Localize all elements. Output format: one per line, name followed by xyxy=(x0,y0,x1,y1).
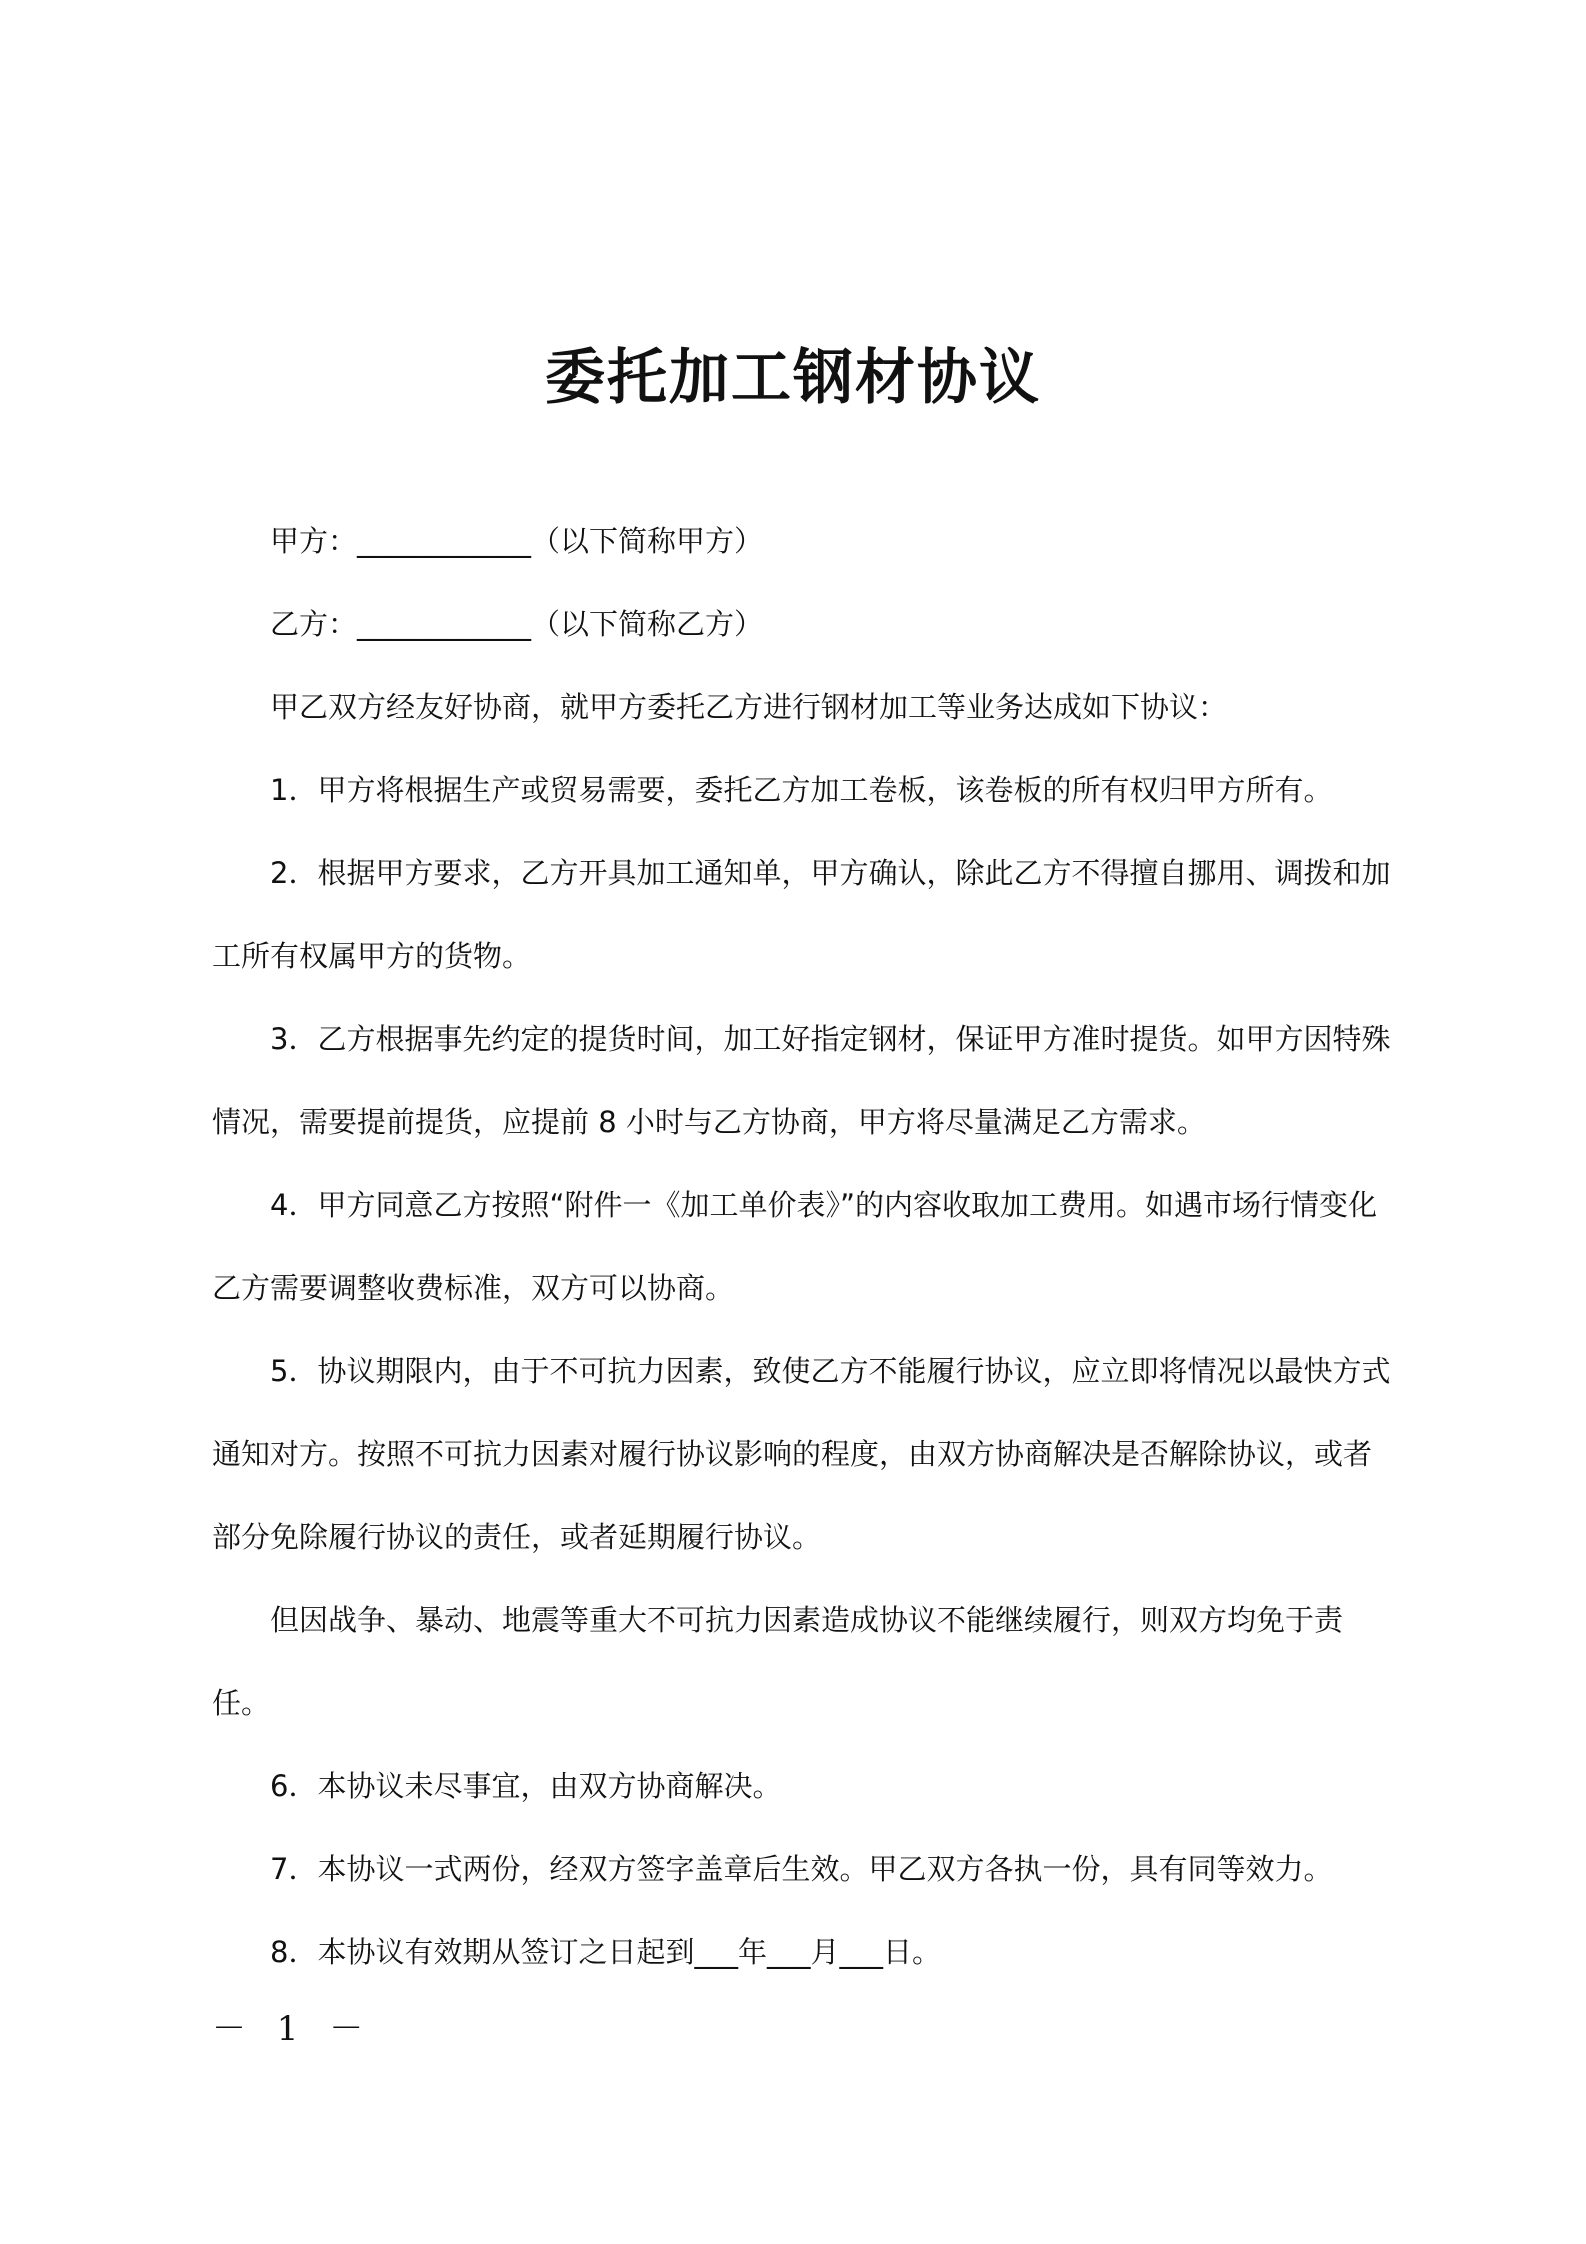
clause-5-supplement: 但因战争、暴动、地震等重大不可抗力因素造成协议不能继续履行，则双方均免于责任。 xyxy=(212,1603,1344,1720)
clause-3: 3．乙方根据事先约定的提货时间，加工好指定钢材，保证甲方准时提货。如甲方因特殊情况，需要提前提货，应提前 8 小时与乙方协商，甲方将尽量满足乙方需求。 xyxy=(212,1022,1391,1139)
page-number: － 1 － xyxy=(212,2009,374,2049)
clause-5: 5．协议期限内，由于不可抗力因素，致使乙方不能履行协议，应立即将情况以最快方式通知对方。按照不可抗力因素对履行协议影响的程度，由双方协商解决是否解除协议，或者部分免除履行协议的责任，或者延期履行协议。 xyxy=(212,1354,1391,1554)
document-body xyxy=(212,500,1398,1994)
clause-1: 1．甲方将根据生产或贸易需要，委托乙方加工卷板，该卷板的所有权归甲方所有。 xyxy=(270,773,1333,807)
party-a-line: 甲方：____________（以下简称甲方） xyxy=(270,524,764,558)
document-title: 委托加工钢材协议 xyxy=(545,343,1041,413)
preamble-paragraph: 甲乙双方经友好协商，就甲方委托乙方进行钢材加工等业务达成如下协议： xyxy=(270,690,1228,724)
clause-2: 2．根据甲方要求，乙方开具加工通知单，甲方确认，除此乙方不得擅自挪用、调拨和加工所有权属甲方的货物。 xyxy=(212,856,1391,973)
clause-8: 8．本协议有效期从签订之日起到___年___月___日。 xyxy=(270,1935,941,1969)
clause-4: 4．甲方同意乙方按照“附件一《加工单价表》”的内容收取加工费用。如遇市场行情变化乙方需要调整收费标准，双方可以协商。 xyxy=(212,1188,1378,1305)
clause-7: 7．本协议一式两份，经双方签字盖章后生效。甲乙双方各执一份，具有同等效力。 xyxy=(270,1852,1333,1886)
party-b-line: 乙方：____________（以下简称乙方） xyxy=(270,607,764,641)
clause-6: 6．本协议未尽事宜，由双方协商解决。 xyxy=(270,1769,782,1803)
